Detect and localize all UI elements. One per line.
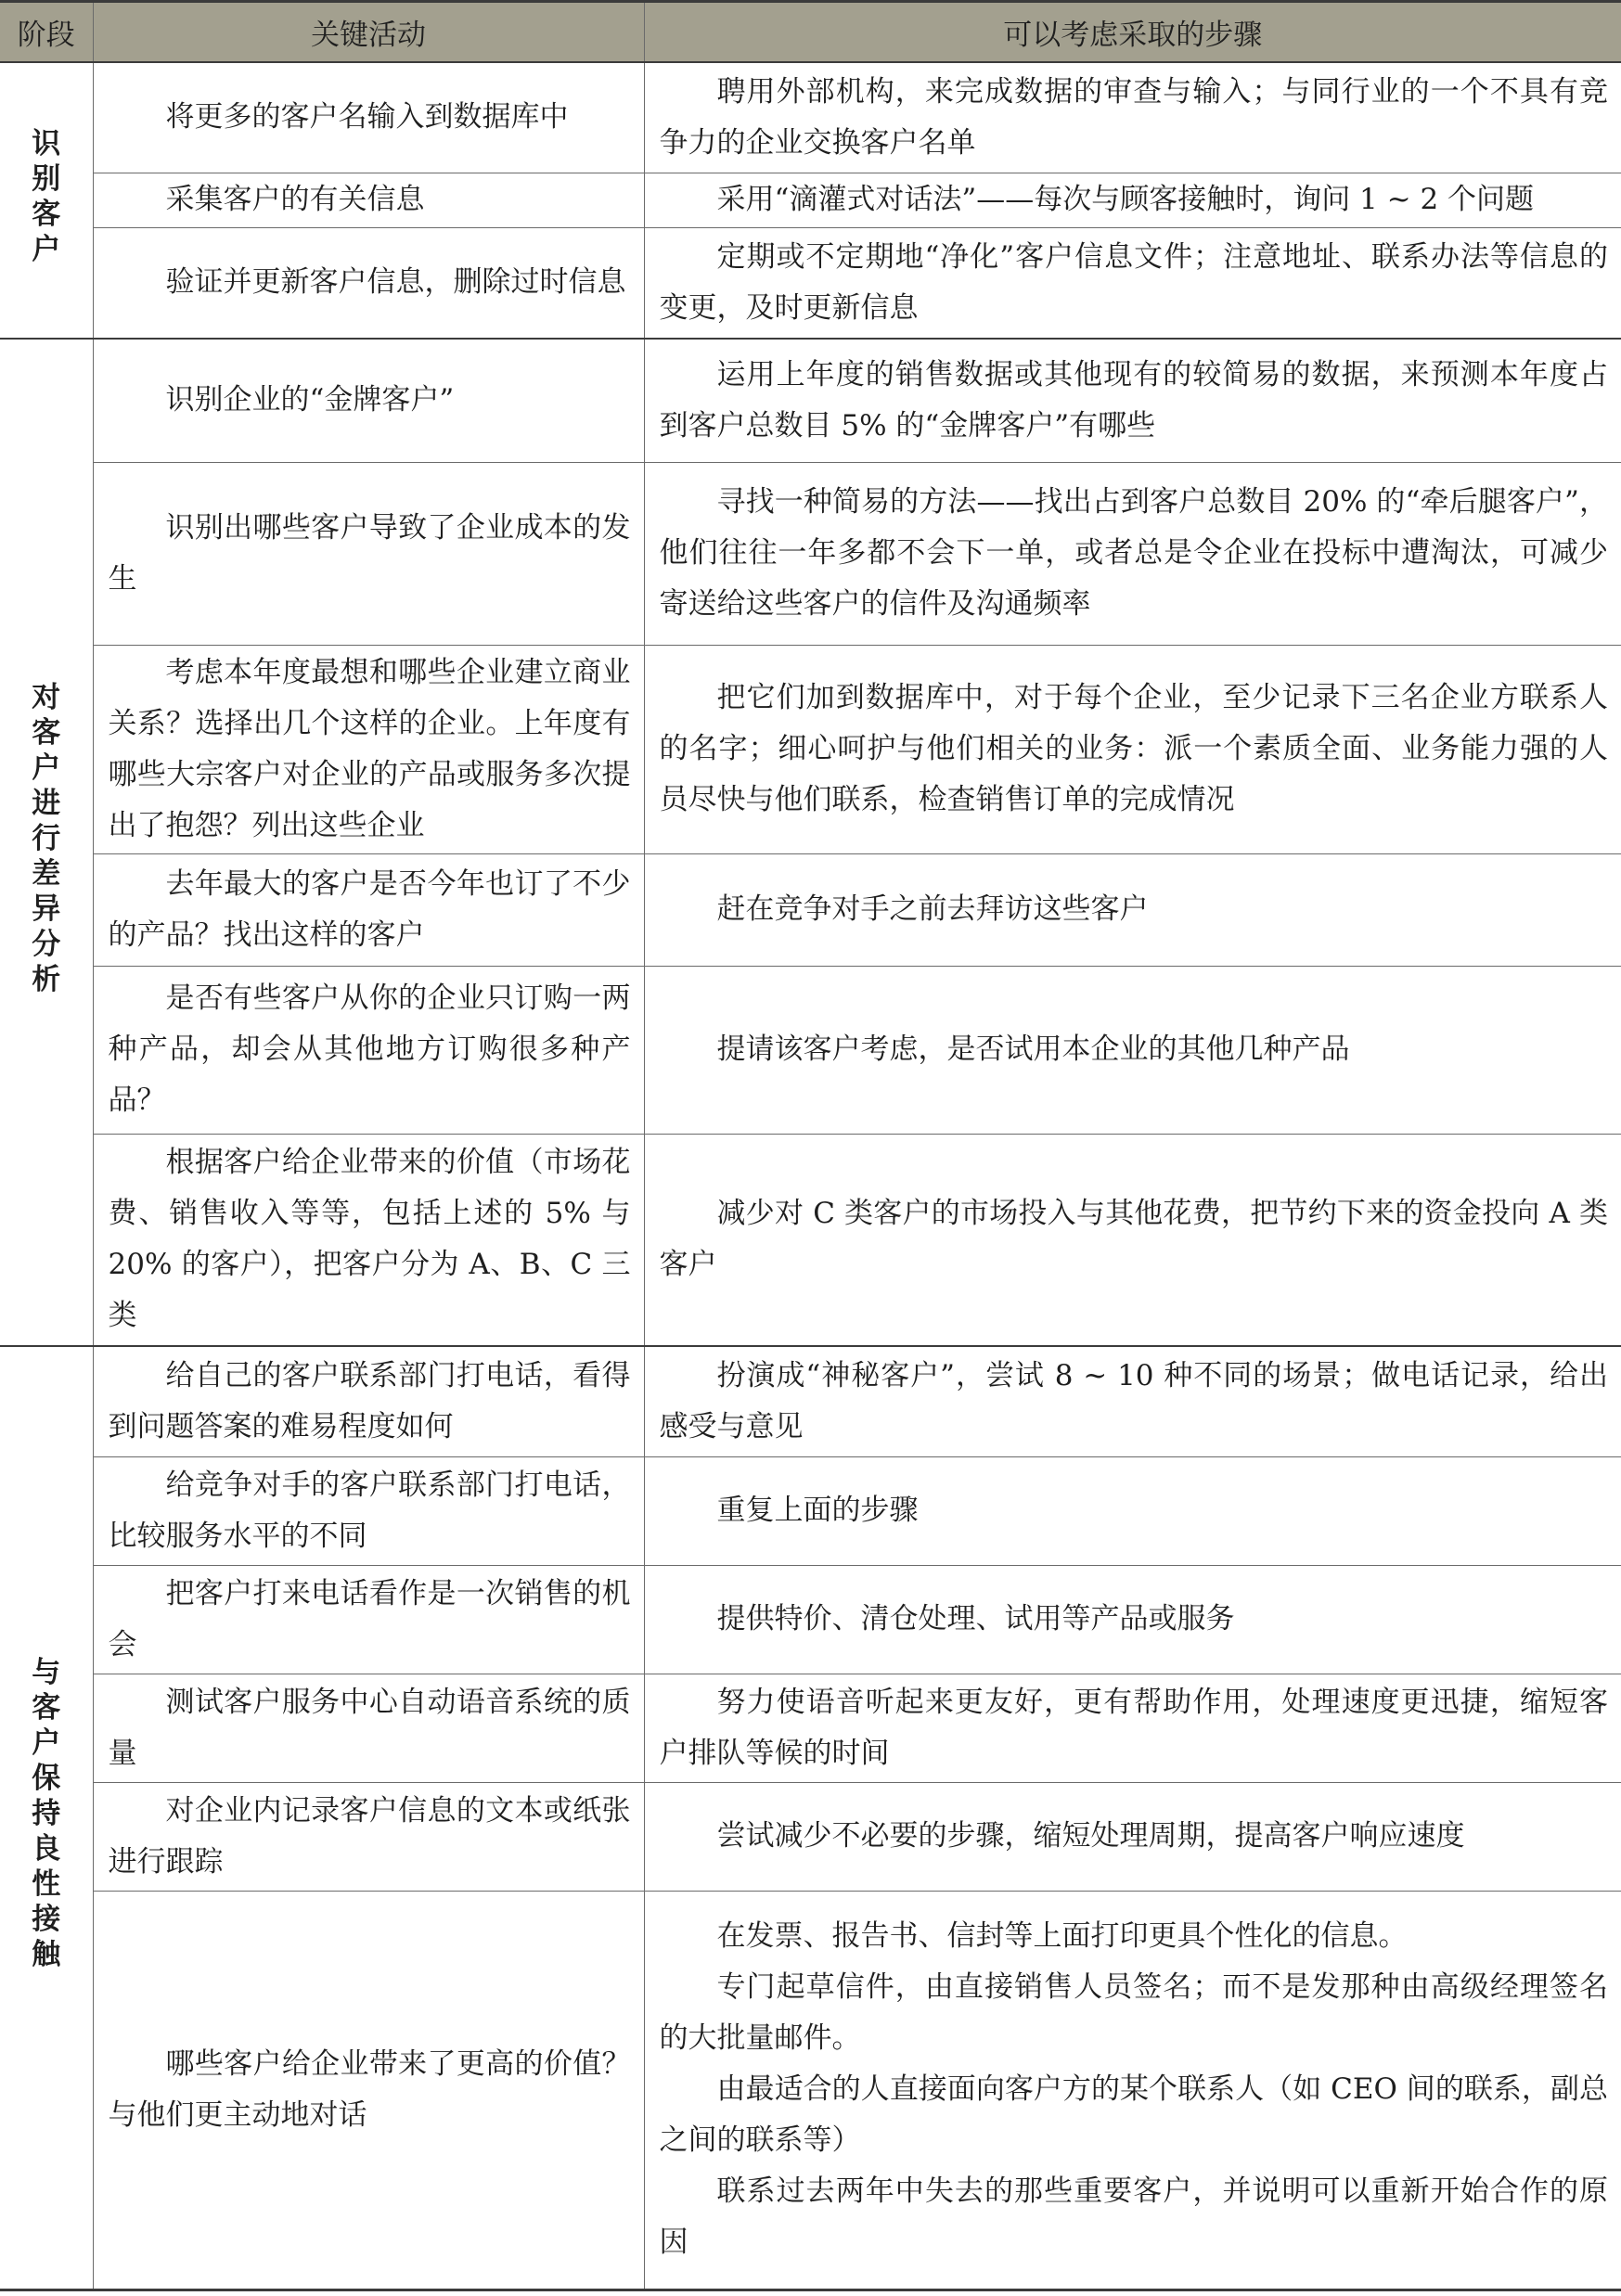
activity-cell: 对企业内记录客户信息的文本或纸张进行跟踪 bbox=[93, 1782, 644, 1891]
stage-label: 对客户进行差异分析 bbox=[32, 680, 61, 996]
step-text: 在发票、报告书、信封等上面打印更具个性化的信息。 bbox=[716, 1919, 1408, 1953]
steps-cell bbox=[644, 1782, 1621, 1891]
header-stage: 阶段 bbox=[0, 2, 93, 63]
table-row bbox=[0, 1134, 1621, 1346]
stage-cell bbox=[0, 339, 93, 1346]
step-text: 努力使语音听起来更友好，更有帮助作用，处理速度更迅捷，缩短客户排队等候的时间 bbox=[659, 1685, 1608, 1770]
steps-cell bbox=[644, 227, 1621, 339]
activity-cell: 去年最大的客户是否今年也订了不少的产品？找出这样的客户 bbox=[93, 853, 644, 966]
step-text: 聘用外部机构，来完成数据的审查与输入；与同行业的一个不具有竞争力的企业交换客户名单 bbox=[659, 74, 1608, 160]
step-text: 提请该客户考虑，是否试用本企业的其他几种产品 bbox=[716, 1033, 1350, 1066]
step-text: 寻找一种简易的方法——找出占到客户总数目 20% 的“牵后腿客户”，他们往往一年多都不会下一单，或者总是令企业在投标中遭淘汰，可减少寄送给这些客户的信件及沟通频率 bbox=[659, 485, 1608, 621]
table-row bbox=[0, 1565, 1621, 1674]
activity-cell: 识别企业的“金牌客户” bbox=[93, 339, 644, 462]
table-row bbox=[0, 227, 1621, 339]
table-row bbox=[0, 853, 1621, 966]
steps-cell bbox=[644, 462, 1621, 645]
step-text: 专门起草信件，由直接销售人员签名；而不是发那种由高级经理签名的大批量邮件。 bbox=[659, 1970, 1608, 2055]
activity-cell: 根据客户给企业带来的价值（市场花费、销售收入等等，包括上述的 5% 与 20% 的客户），把客户分为 A、B、C 三类 bbox=[93, 1134, 644, 1346]
stage-label: 与客户保持良性接触 bbox=[32, 1655, 61, 1971]
step-text: 把它们加到数据库中，对于每个企业，至少记录下三名企业方联系人的名字；细心呵护与他们相关的业务：派一个素质全面、业务能力强的人员尽快与他们联系，检查销售订单的完成情况 bbox=[659, 681, 1608, 816]
table-row bbox=[0, 1456, 1621, 1565]
step-text: 采用“滴灌式对话法”——每次与顾客接触时，询问 1 ~ 2 个问题 bbox=[716, 183, 1535, 216]
steps-cell bbox=[644, 1891, 1621, 2290]
steps-cell bbox=[644, 1674, 1621, 1782]
steps-cell bbox=[644, 1565, 1621, 1674]
activity-cell: 验证并更新客户信息，删除过时信息 bbox=[93, 227, 644, 339]
table-header-row bbox=[0, 2, 1621, 63]
activity-cell: 测试客户服务中心自动语音系统的质量 bbox=[93, 1674, 644, 1782]
header-activity: 关键活动 bbox=[93, 2, 644, 63]
steps-cell bbox=[644, 62, 1621, 173]
table-row bbox=[0, 62, 1621, 173]
table-row bbox=[0, 966, 1621, 1134]
steps-cell bbox=[644, 853, 1621, 966]
step-text: 赶在竞争对手之前去拜访这些客户 bbox=[716, 892, 1149, 926]
table-row bbox=[0, 1346, 1621, 1456]
step-text: 定期或不定期地“净化”客户信息文件；注意地址、联系办法等信息的变更，及时更新信息 bbox=[659, 239, 1608, 325]
table-row bbox=[0, 1782, 1621, 1891]
steps-cell bbox=[644, 173, 1621, 227]
activity-cell: 采集客户的有关信息 bbox=[93, 173, 644, 227]
steps-cell bbox=[644, 1456, 1621, 1565]
step-text: 由最适合的人直接面向客户方的某个联系人（如 CEO 间的联系，副总之间的联系等） bbox=[659, 2072, 1608, 2157]
activity-cell: 把客户打来电话看作是一次销售的机会 bbox=[93, 1565, 644, 1674]
header-steps: 可以考虑采取的步骤 bbox=[644, 2, 1621, 63]
table-row bbox=[0, 1674, 1621, 1782]
activity-cell: 哪些客户给企业带来了更高的价值？与他们更主动地对话 bbox=[93, 1891, 644, 2290]
activity-cell: 识别出哪些客户导致了企业成本的发生 bbox=[93, 462, 644, 645]
activity-cell: 是否有些客户从你的企业只订购一两种产品，却会从其他地方订购很多种产品？ bbox=[93, 966, 644, 1134]
step-text: 提供特价、清仓处理、试用等产品或服务 bbox=[716, 1602, 1235, 1635]
steps-cell bbox=[644, 1346, 1621, 1456]
table-row bbox=[0, 339, 1621, 462]
activity-cell: 将更多的客户名输入到数据库中 bbox=[93, 62, 644, 173]
table-row bbox=[0, 1891, 1621, 2290]
activity-cell: 考虑本年度最想和哪些企业建立商业关系？选择出几个这样的企业。上年度有哪些大宗客户对企业的产品或服务多次提出了抱怨？列出这些企业 bbox=[93, 645, 644, 853]
steps-cell bbox=[644, 339, 1621, 462]
step-text: 联系过去两年中失去的那些重要客户，并说明可以重新开始合作的原因 bbox=[659, 2174, 1608, 2259]
steps-cell bbox=[644, 645, 1621, 853]
step-text: 减少对 C 类客户的市场投入与其他花费，把节约下来的资金投向 A 类客户 bbox=[659, 1197, 1608, 1282]
step-text: 运用上年度的销售数据或其他现有的较简易的数据，来预测本年度占到客户总数目 5% 的“金牌客户”有哪些 bbox=[659, 357, 1608, 443]
stage-cell bbox=[0, 1346, 93, 2290]
step-text: 重复上面的步骤 bbox=[716, 1494, 919, 1527]
step-text: 尝试减少不必要的步骤，缩短处理周期，提高客户响应速度 bbox=[716, 1819, 1465, 1853]
steps-cell bbox=[644, 1134, 1621, 1346]
steps-cell bbox=[644, 966, 1621, 1134]
activity-cell: 给竞争对手的客户联系部门打电话，比较服务水平的不同 bbox=[93, 1456, 644, 1565]
table-row bbox=[0, 645, 1621, 853]
stage-label: 识别客户 bbox=[32, 126, 61, 266]
activity-cell: 给自己的客户联系部门打电话，看得到问题答案的难易程度如何 bbox=[93, 1346, 644, 1456]
table-row bbox=[0, 462, 1621, 645]
stage-cell bbox=[0, 62, 93, 339]
table-row bbox=[0, 173, 1621, 227]
step-text: 扮演成“神秘客户”，尝试 8 ~ 10 种不同的场景；做电话记录，给出感受与意见 bbox=[659, 1358, 1608, 1443]
